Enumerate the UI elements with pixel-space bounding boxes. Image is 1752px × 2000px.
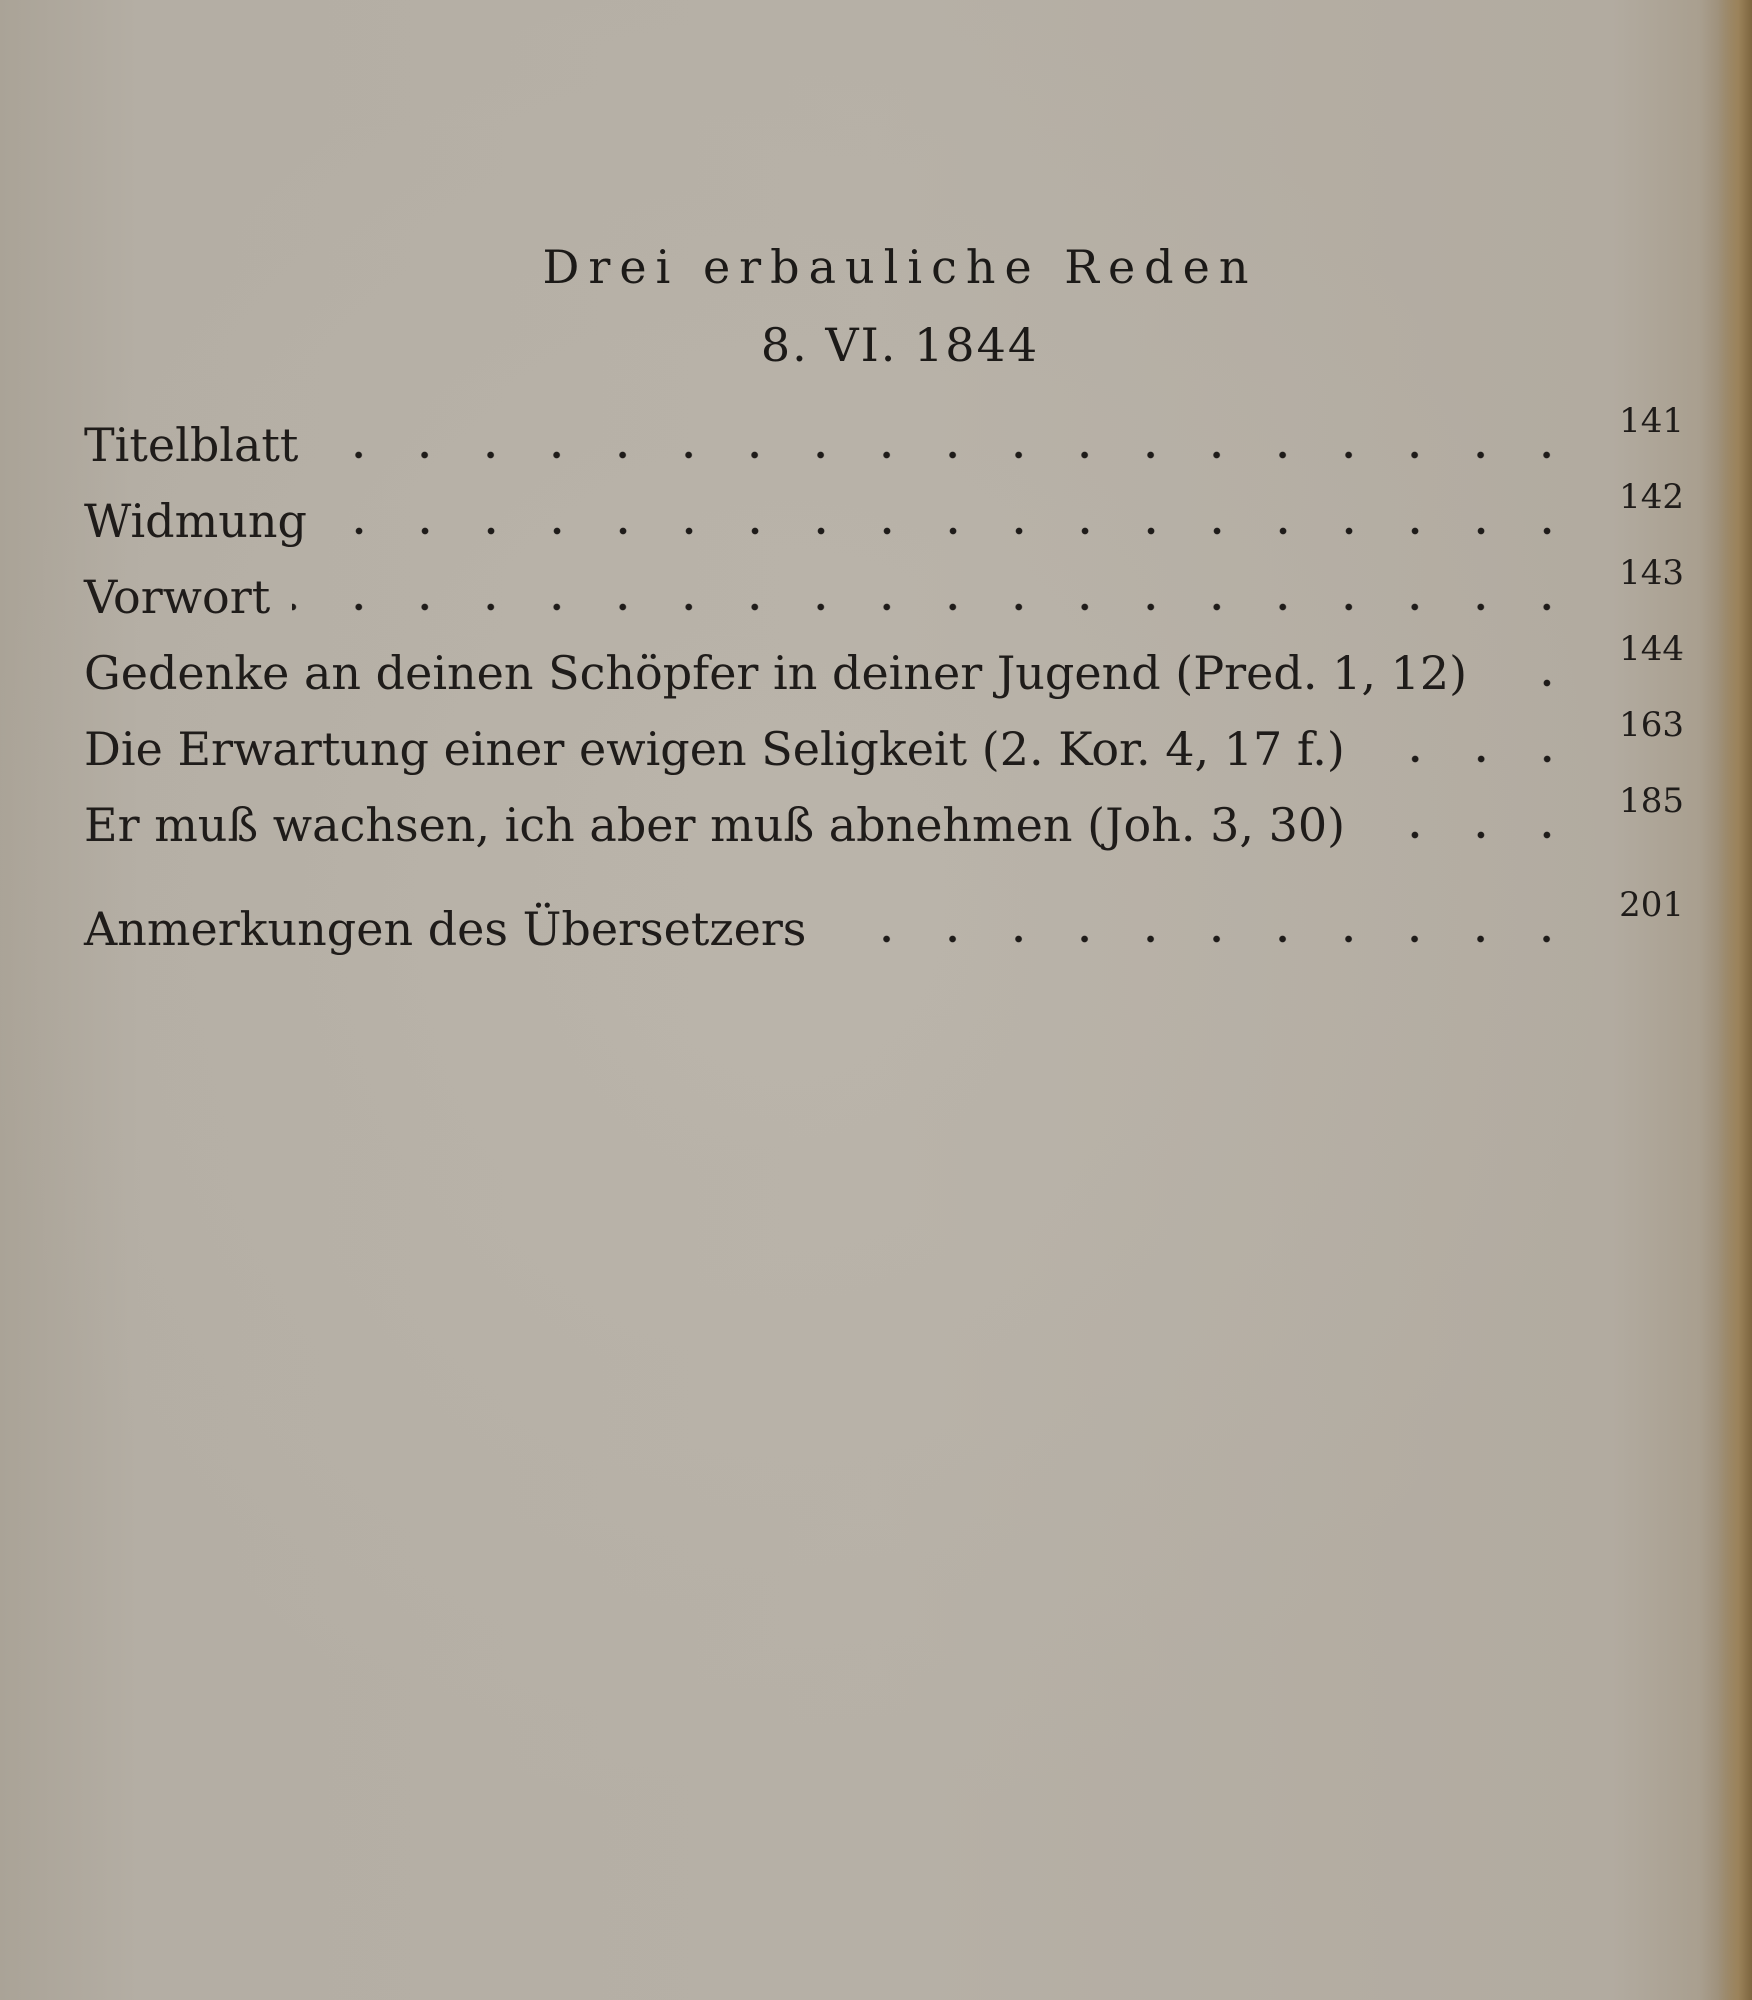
toc-entry-widmung <box>84 477 1684 548</box>
toc-entry-label: Die Erwartung einer ewigen Seligkeit (2. Kor. 4, 17 f.) <box>84 722 1345 776</box>
toc-entry-label: Titelblatt <box>84 418 299 472</box>
toc-entry-page: 142 <box>1619 477 1684 517</box>
toc-entry-page: 141 <box>1619 401 1684 441</box>
toc-entry-label: Gedenke an deinen Schöpfer in deiner Jugend (Pred. 1, 12) <box>84 646 1468 700</box>
toc-entry-page: 143 <box>1619 553 1684 593</box>
toc-entry-gedenke <box>84 629 1684 700</box>
toc-entry-vorwort <box>84 553 1684 624</box>
toc-entry-erwartung <box>84 705 1684 776</box>
section-date: 8. VI. 1844 <box>760 318 1040 372</box>
toc-entry-wachsen <box>84 781 1684 852</box>
dot-leader <box>1367 830 1580 840</box>
toc-entry-label: Widmung <box>84 494 307 548</box>
toc-entry-label: Er muß wachsen, ich aber muß abnehmen (Joh. 3, 30) <box>84 798 1346 852</box>
dot-leader <box>292 602 1580 612</box>
dot-leader <box>329 526 1580 536</box>
toc-entry-page: 185 <box>1619 781 1684 821</box>
dot-leader <box>828 934 1580 944</box>
toc-entry-page: 163 <box>1619 705 1684 745</box>
toc-entry-label: Anmerkungen des Übersetzers <box>84 902 807 956</box>
toc-entry-titelblatt <box>84 401 1684 472</box>
dot-leader <box>320 450 1580 460</box>
page-edge <box>1718 0 1752 2000</box>
toc-entry-anmerkungen <box>84 885 1684 956</box>
section-title: Drei erbauliche Reden <box>542 240 1258 294</box>
toc-entry-label: Vorwort <box>84 570 271 624</box>
dot-leader <box>1489 678 1580 688</box>
dot-leader <box>1367 754 1580 764</box>
toc-entry-page: 201 <box>1619 885 1684 925</box>
toc-entry-page: 144 <box>1619 629 1684 669</box>
